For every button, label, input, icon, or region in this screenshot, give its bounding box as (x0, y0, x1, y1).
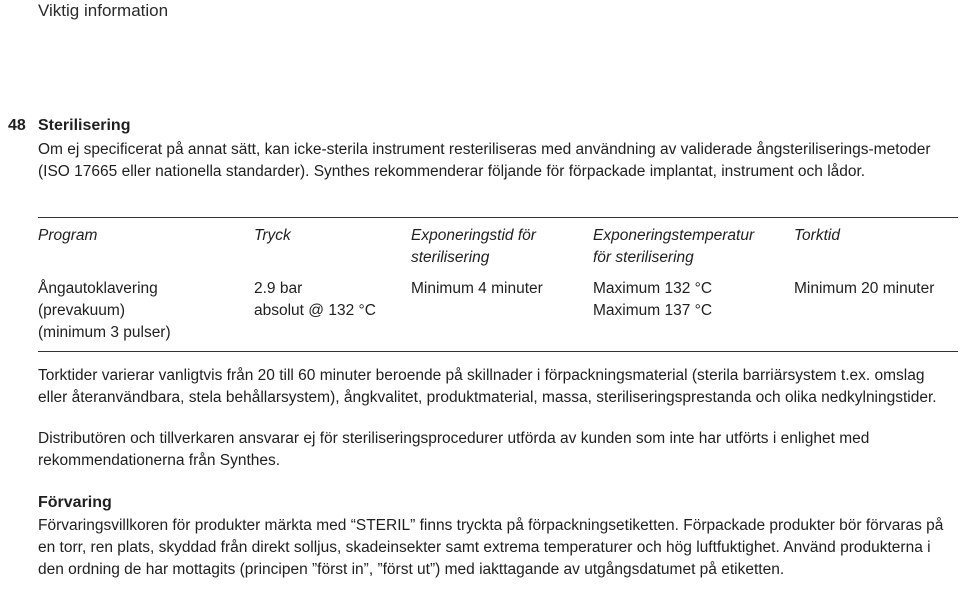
table-cell-exposure-temp-line1: Maximum 132 °C (593, 280, 713, 297)
table-cell-pressure-line1: 2.9 bar (254, 280, 303, 297)
table-header-exposure-time (411, 225, 536, 269)
table-cell-pressure (254, 278, 376, 322)
table-cell-program-line1: Ångautoklavering (38, 280, 158, 297)
table-cell-drying-time: Minimum 20 minuter (794, 280, 935, 297)
page-header-title: Viktig information (38, 1, 169, 20)
table-header-exposure-temp-line2: för sterilisering (593, 249, 694, 266)
table-header-exposure-time-line2: sterilisering (411, 249, 490, 266)
table-header-pressure: Tryck (254, 227, 291, 244)
table-cell-pressure-line2: absolut @ 132 °C (254, 302, 376, 319)
table-header-exposure-temp-line1: Exponeringstemperatur (593, 227, 755, 244)
notes-paragraph-responsibility: Distributören och tillverkaren ansvarar ej för steriliseringsprocedurer utförda av kunden som inte har utförts i enlighet med rekommendationerna från Synthes. (38, 430, 870, 469)
table-cell-program (38, 278, 171, 344)
section-number: 48 (8, 117, 26, 134)
table-cell-exposure-temp-line2: Maximum 137 °C (593, 302, 713, 319)
table-cell-program-line3: (minimum 3 pulser) (38, 324, 171, 341)
storage-title: Förvaring (38, 494, 112, 511)
table-cell-program-line2: (prevakuum) (38, 302, 125, 319)
table-header-exposure-time-line1: Exponeringstid för (411, 227, 536, 244)
section-title: Sterilisering (38, 117, 131, 134)
table-cell-exposure-time: Minimum 4 minuter (411, 280, 543, 297)
table-header-exposure-temp (593, 225, 754, 269)
table-header-program: Program (38, 227, 98, 244)
storage-paragraph: Förvaringsvillkoren för produkter märkta med “STERIL” finns tryckta på förpackningsetiketten. Förpackade produkter bör förvaras på en torr, ren plats, skyddad från direkt solljus, skadeinsekter samt extrema temperaturer och hög luftfuktighet. Använd produkterna i den ordning de har mottagits (principen ”först in”, ”först ut”) med iakttagande av utgångsdatumet på etiketten. (38, 517, 944, 578)
table-header-drying-time: Torktid (794, 227, 840, 244)
table-top-rule (38, 217, 958, 218)
table-cell-exposure-temp (593, 278, 712, 322)
table-bottom-rule (38, 351, 958, 352)
section-intro: Om ej specificerat på annat sätt, kan icke-sterila instrument resteriliseras med användning av validerade ångsteriliserings-metoder (ISO 17665 eller nationella standarder). Synthes rekommenderar följande för förpackade implantat, instrument och lådor. (38, 141, 931, 180)
notes-paragraph-drying: Torktider varierar vanligtvis från 20 till 60 minuter beroende på skillnader i förpackningsmaterial (sterila barriärsystem t.ex. omslag eller återanvändbara, stela behållarsystem), ångkvalitet, produktmaterial, massa, steriliseringsprestanda och olika nedkylningstider. (38, 367, 937, 406)
